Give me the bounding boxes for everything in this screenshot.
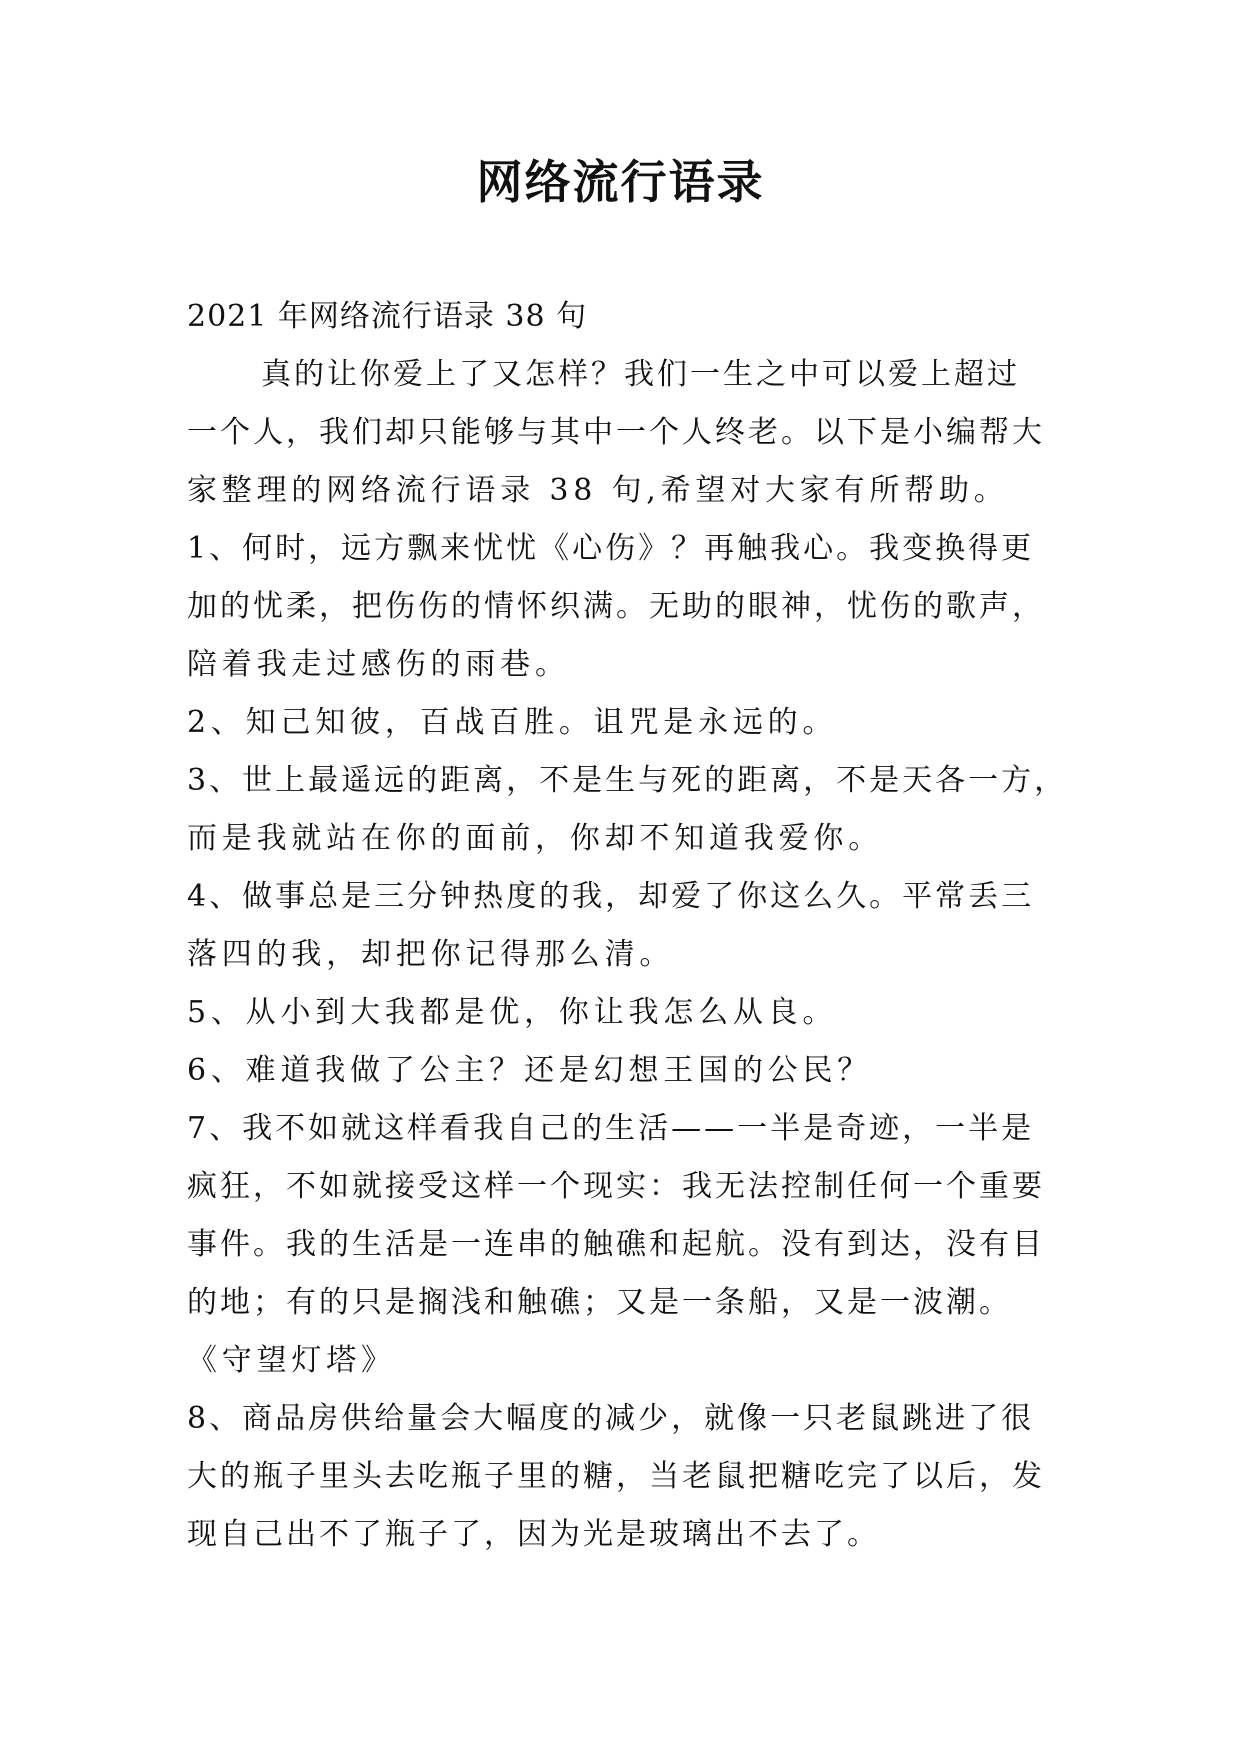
paragraph-line: 的地；有的只是搁浅和触礁；又是一条船，又是一波潮。	[187, 1285, 1012, 1320]
paragraph-line: 2、知己知彼，百战百胜。诅咒是永远的。	[187, 705, 838, 740]
paragraph-line: 5、从小到大我都是优，你让我怎么从良。	[187, 995, 838, 1030]
paragraph-line: 8、商品房供给量会大幅度的减少，就像一只老鼠跳进了很	[187, 1401, 1035, 1436]
paragraph-line: 家整理的网络流行语录 38 句,希望对大家有所帮助。	[187, 473, 1009, 508]
paragraph-line: 陪着我走过感伤的雨巷。	[187, 647, 570, 682]
paragraph-line: 6、难道我做了公主？还是幻想王国的公民？	[187, 1053, 873, 1088]
paragraph-line: 4、做事总是三分钟热度的我，却爱了你这么久。平常丢三	[187, 879, 1035, 914]
document-title: 网络流行语录	[476, 155, 765, 209]
paragraph-line: 真的让你爱上了又怎样？我们一生之中可以爱上超过	[261, 357, 1020, 392]
paragraph-line: 现自己出不了瓶子了，因为光是玻璃出不去了。	[187, 1517, 880, 1552]
paragraph-line: 事件。我的生活是一连串的触礁和起航。没有到达，没有目	[187, 1227, 1045, 1262]
paragraph-line: 加的忧柔，把伤伤的情怀织满。无助的眼神，忧伤的歌声，	[187, 589, 1045, 624]
document-body	[187, 288, 1067, 1564]
paragraph-line: 一个人，我们却只能够与其中一个人终老。以下是小编帮大	[187, 415, 1045, 450]
paragraph-line: 3、世上最遥远的距离，不是生与死的距离，不是天各一方，	[187, 763, 1068, 798]
paragraph-line: 疯狂，不如就接受这样一个现实：我无法控制任何一个重要	[187, 1169, 1045, 1204]
paragraph-line: 落四的我，却把你记得那么清。	[187, 937, 675, 972]
subtitle-line: 2021 年网络流行语录 38 句	[187, 299, 588, 334]
paragraph-line: 大的瓶子里头去吃瓶子里的糖，当老鼠把糖吃完了以后，发	[187, 1459, 1045, 1494]
paragraph-line: 而是我就站在你的面前，你却不知道我爱你。	[187, 821, 883, 856]
paragraph-line: 《守望灯塔》	[187, 1343, 396, 1378]
paragraph-line: 1、何时，远方飘来忧忧《心伤》？再触我心。我变换得更	[187, 531, 1035, 566]
paragraph-line: 7、我不如就这样看我自己的生活——一半是奇迹，一半是	[187, 1111, 1035, 1146]
